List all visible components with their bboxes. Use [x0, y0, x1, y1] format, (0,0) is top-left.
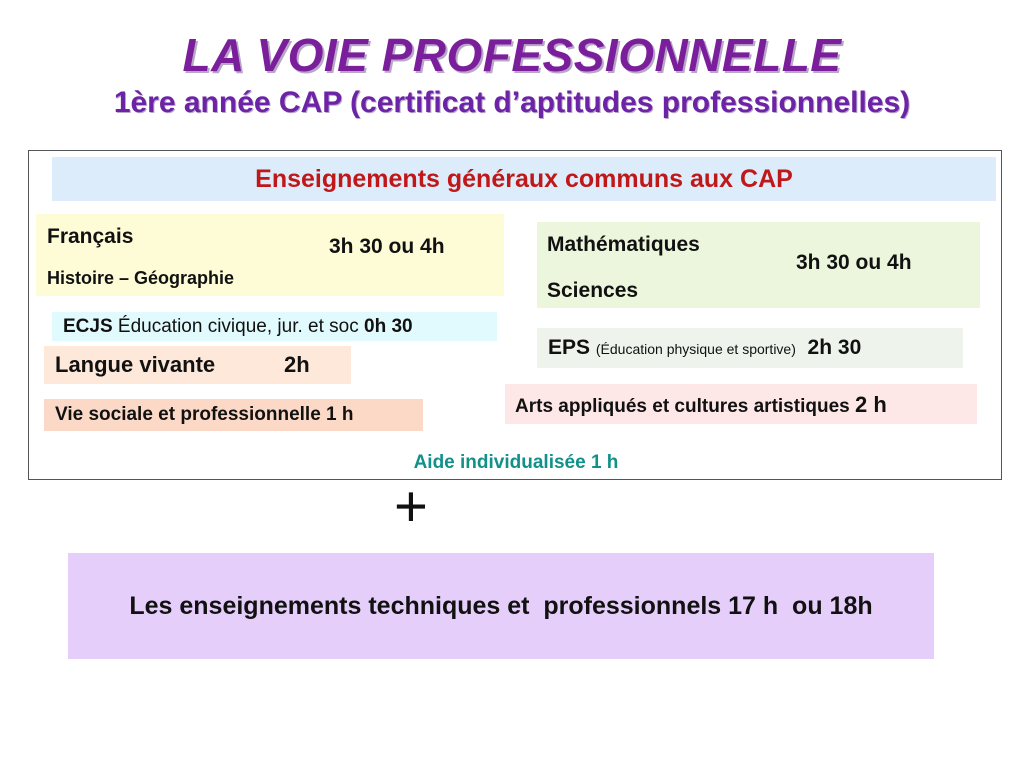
arts-label: Arts appliqués et cultures artistiques [515, 396, 850, 417]
plus-sign: + [394, 474, 428, 539]
eps-box [537, 328, 963, 368]
technical-courses-box [68, 553, 934, 659]
arts-appliques-box [505, 384, 977, 424]
general-courses-header-label: Enseignements généraux communs aux CAP [255, 164, 793, 193]
eps-label: (Éducation physique et sportive) [595, 341, 796, 357]
technical-courses-label: Les enseignements techniques et professionnels 17 h ou 18h [129, 591, 873, 620]
vie-sociale-box [44, 399, 423, 431]
francais-histoire-box [36, 214, 504, 296]
page-subtitle: 1ère année CAP (certificat d’aptitudes professionnelles) [113, 86, 911, 119]
maths-sciences-box [537, 222, 980, 308]
ecjs-hours: 0h 30 [364, 316, 413, 337]
arts-hours: 2 h [854, 392, 887, 417]
subject-histoire-geographie: Histoire – Géographie [47, 268, 235, 288]
maths-hours: 3h 30 ou 4h [796, 251, 912, 274]
langue-label: Langue vivante [55, 352, 216, 377]
francais-hours: 3h 30 ou 4h [329, 235, 445, 258]
subject-sciences: Sciences [547, 279, 639, 302]
subject-mathematiques: Mathématiques [547, 233, 700, 256]
page-title: LA VOIE PROFESSIONNELLE [182, 29, 842, 81]
langue-hours: 2h [284, 352, 310, 377]
eps-abbr: EPS [548, 336, 591, 359]
ecjs-box [52, 312, 497, 341]
ecjs-label: Éducation civique, jur. et soc [112, 316, 365, 337]
vie-label: Vie sociale et professionnelle 1 h [55, 404, 354, 425]
ecjs-abbr: ECJS [63, 316, 113, 337]
general-courses-header [52, 157, 996, 201]
eps-hours: 2h 30 [807, 336, 862, 359]
subject-francais: Français [47, 225, 134, 248]
aide-individualisee: Aide individualisée 1 h [413, 452, 619, 473]
langue-vivante-box [44, 346, 351, 384]
